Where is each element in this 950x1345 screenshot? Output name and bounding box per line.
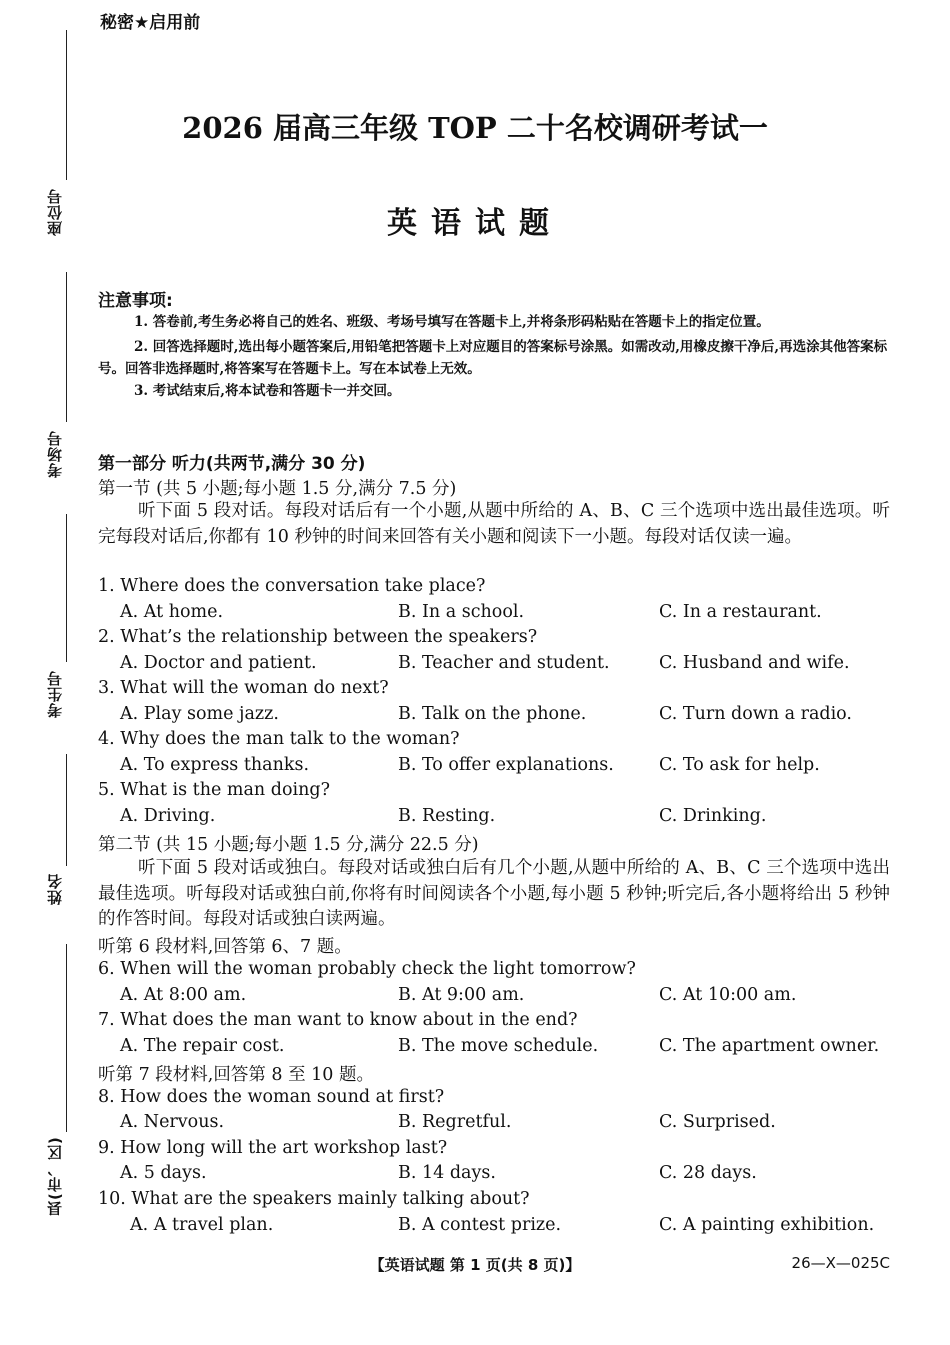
option-a: A. Driving. (120, 806, 216, 826)
material-6-label: 听第 6 段材料,回答第 6、7 题。 (98, 937, 352, 957)
option-a: A. A travel plan. (130, 1215, 274, 1235)
sidebar-label-exam-number: 考生号 (46, 670, 64, 718)
section1-heading: 第一节 (共 5 小题;每小题 1.5 分,满分 7.5 分) (98, 479, 457, 499)
question-stem: 8. How does the woman sound at first? (98, 1087, 445, 1107)
sidebar-line (66, 514, 67, 662)
option-c: C. Husband and wife. (659, 653, 850, 673)
option-a: A. At 8:00 am. (120, 985, 247, 1005)
secret-label: 秘密★启用前 (100, 13, 201, 33)
sidebar-label-name: 姓名 (46, 873, 64, 905)
material-7-label: 听第 7 段材料,回答第 8 至 10 题。 (98, 1065, 374, 1085)
option-c: C. Surprised. (659, 1112, 776, 1132)
option-c: C. In a restaurant. (659, 602, 822, 622)
option-b: B. At 9:00 am. (398, 985, 525, 1005)
option-b: B. Talk on the phone. (398, 704, 587, 724)
option-c: C. The apartment owner. (659, 1036, 880, 1056)
question-stem: 7. What does the man want to know about in the end? (98, 1010, 578, 1030)
option-c: C. 28 days. (659, 1163, 757, 1183)
sidebar-label-room: 考场号 (46, 430, 64, 478)
exam-code: 26—X—025C (791, 1254, 890, 1272)
option-b: B. Teacher and student. (398, 653, 610, 673)
sidebar-label-seat: 座位号 (46, 188, 64, 236)
exam-title: 2026 届高三年级 TOP 二十名校调研考试一 (182, 111, 768, 145)
notice-item-2: 2. 回答选择题时,选出每小题答案后,用铅笔把答题卡上对应题目的答案标号涂黑。如需改动,用橡皮擦干净后,再选涂其他答案标号。回答非选择题时,将答案写在答题卡上。写在本试卷上无效。 (98, 339, 888, 377)
option-b: B. In a school. (398, 602, 525, 622)
option-a: A. 5 days. (120, 1163, 207, 1183)
option-a: A. To express thanks. (120, 755, 310, 775)
option-b: B. To offer explanations. (398, 755, 614, 775)
question-stem: 6. When will the woman probably check the light tomorrow? (98, 959, 636, 979)
section2-heading: 第二节 (共 15 小题;每小题 1.5 分,满分 22.5 分) (98, 835, 479, 855)
option-c: C. A painting exhibition. (659, 1215, 875, 1235)
question-stem: 5. What is the man doing? (98, 780, 330, 800)
part1-heading: 第一部分 听力(共两节,满分 30 分) (98, 454, 366, 474)
notice-block (98, 311, 888, 402)
option-a: A. The repair cost. (120, 1036, 285, 1056)
option-b: B. A contest prize. (398, 1215, 562, 1235)
notice-item-3: 3. 考试结束后,将本试卷和答题卡一并交回。 (134, 383, 401, 399)
exam-subtitle: 英语试题 (387, 206, 563, 241)
option-b: B. 14 days. (398, 1163, 496, 1183)
sidebar-line (66, 944, 67, 1132)
option-c: C. At 10:00 am. (659, 985, 797, 1005)
question-stem: 9. How long will the art workshop last? (98, 1138, 448, 1158)
option-b: B. Regretful. (398, 1112, 512, 1132)
option-b: B. The move schedule. (398, 1036, 599, 1056)
option-a: A. Play some jazz. (120, 704, 279, 724)
option-a: A. Nervous. (120, 1112, 225, 1132)
question-stem: 2. What’s the relationship between the speakers? (98, 627, 538, 647)
option-c: C. Turn down a radio. (659, 704, 852, 724)
option-c: C. To ask for help. (659, 755, 820, 775)
section1-instructions: 听下面 5 段对话。每段对话后有一个小题,从题中所给的 A、B、C 三个选项中选出最佳选项。听完每段对话后,你都有 10 秒钟的时间来回答有关小题和阅读下一小题。每段对话仅读一遍。 (98, 501, 890, 547)
sidebar-line (66, 272, 67, 422)
option-b: B. Resting. (398, 806, 496, 826)
sidebar-label-county: 县(市、区) (46, 1136, 64, 1216)
section2-instructions: 听下面 5 段对话或独白。每段对话或独白后有几个小题,从题中所给的 A、B、C 三个选项中选出最佳选项。听每段对话或独白前,你将有时间阅读各个小题,每小题 5 秒钟;听完后,各小题将给出 5 秒钟的作答时间。每段对话或独白读两遍。 (98, 858, 890, 929)
question-stem: 10. What are the speakers mainly talking about? (98, 1189, 530, 1209)
question-stem: 1. Where does the conversation take place? (98, 576, 486, 596)
notice-item-1: 1. 答卷前,考生务必将自己的姓名、班级、考场号填写在答题卡上,并将条形码粘贴在答题卡上的指定位置。 (134, 314, 770, 330)
option-c: C. Drinking. (659, 806, 767, 826)
notice-heading: 注意事项: (98, 291, 173, 311)
option-a: A. At home. (120, 602, 224, 622)
question-stem: 4. Why does the man talk to the woman? (98, 729, 460, 749)
sidebar-line (66, 30, 67, 180)
option-a: A. Doctor and patient. (120, 653, 317, 673)
page-footer: 【英语试题 第 1 页(共 8 页)】 (369, 1256, 581, 1274)
question-stem: 3. What will the woman do next? (98, 678, 389, 698)
sidebar-line (66, 754, 67, 866)
